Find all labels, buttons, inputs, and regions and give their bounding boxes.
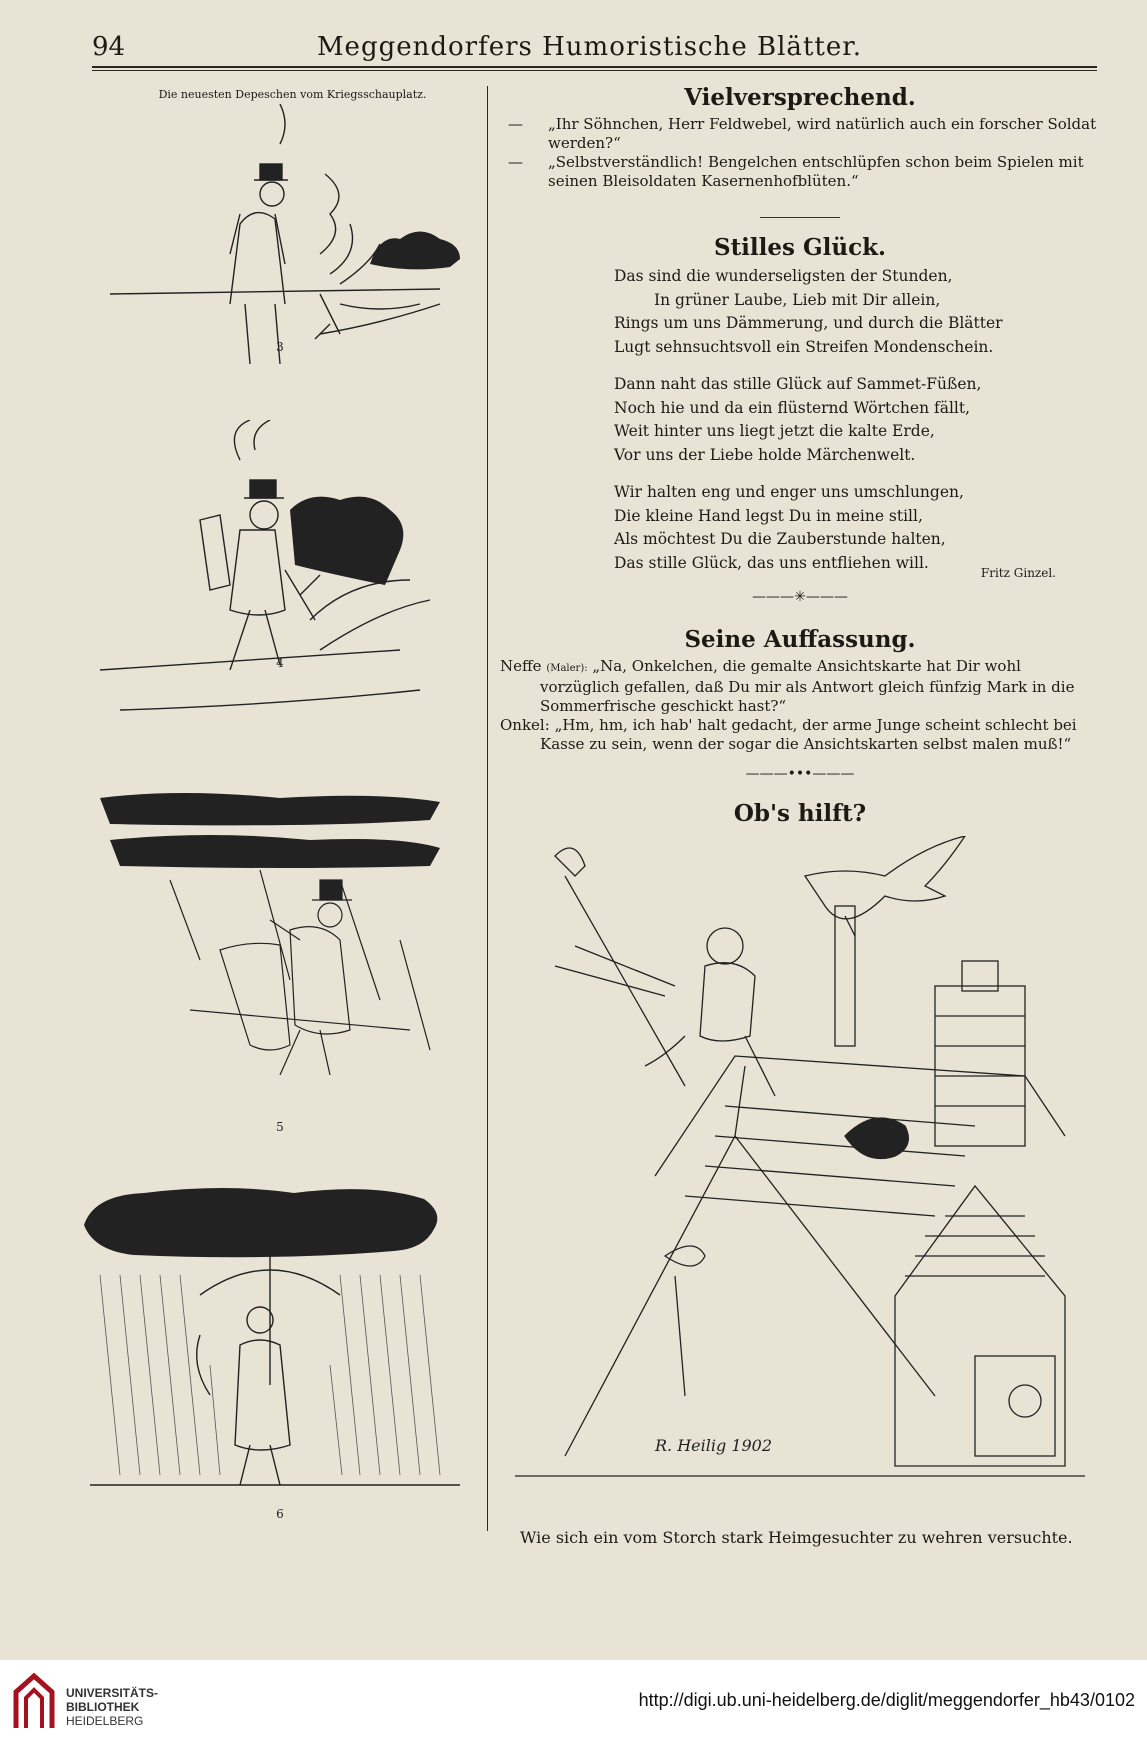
- cartoon-panel-5: [80, 790, 480, 1145]
- section-title: Ob's hilft?: [733, 800, 867, 827]
- poem-author: Fritz Ginzel.: [980, 566, 1056, 580]
- dialog-line: [500, 115, 1100, 153]
- column-divider: [487, 86, 488, 1531]
- poem-line: Noch hie und da ein flüsternd Wörtchen fällt,: [614, 398, 971, 417]
- ornament-separator: ———✳———: [752, 589, 848, 605]
- poem-line: Als möchtest Du die Zauberstunde halten,: [614, 530, 946, 548]
- speaker-name: Neffe: [500, 657, 542, 675]
- dialog-text: „Selbstverständlich! Bengelchen entschlüpfen schon beim Spielen mit seinen Bleisoldaten Kasernenhofblüten.“: [548, 153, 1084, 190]
- dialog-line: [500, 153, 1100, 191]
- cartoon-panel-6: [80, 1185, 480, 1535]
- poem-line: Wir halten eng und enger uns umschlungen,: [614, 483, 964, 501]
- cartoon-illustration: [80, 420, 480, 730]
- page-number: 94: [92, 32, 126, 62]
- header-rule: [92, 66, 1097, 68]
- source-url[interactable]: http://digi.ub.uni-heidelberg.de/diglit/meggendorfer_hb43/0102: [638, 1690, 1135, 1710]
- cartoon-illustration: [80, 1185, 480, 1515]
- section-vielversprechend: [500, 84, 1100, 218]
- poem-line: Das stille Glück, das uns entfliehen will.: [614, 553, 929, 572]
- panel-number: 3: [276, 340, 284, 354]
- rooftop-illustration: [505, 836, 1095, 1516]
- library-name-line: HEIDELBERG: [66, 1714, 144, 1728]
- dialog-paragraph: [500, 657, 1100, 716]
- section-title: Vielversprechend.: [684, 84, 916, 111]
- speaker-name: Onkel:: [500, 716, 550, 734]
- dialog-text: „Na, Onkelchen, die gemalte Ansichtskarte hat Dir wohl vorzüglich gefallen, daß Du mir als Antwort gleich fünfzig Mark in die Sommerfrische geschickt hast?“: [540, 657, 1075, 715]
- poem-line: Die kleine Hand legst Du in meine still,: [614, 506, 923, 525]
- poem-stanza: [614, 373, 1100, 467]
- poem-line: In grüner Laube, Lieb mit Dir allein,: [654, 290, 941, 309]
- cartoon-illustration: [80, 790, 480, 1110]
- page-header: [92, 28, 1087, 68]
- dialog-text: „Ihr Söhnchen, Herr Feldwebel, wird natürlich auch ein forscher Soldat werden?“: [548, 115, 1097, 152]
- cartoon-panel-3: [80, 104, 480, 394]
- poem: [614, 265, 1100, 575]
- left-column-caption: Die neuesten Depeschen vom Kriegsschauplatz.: [158, 88, 427, 101]
- library-logo-icon: [12, 1672, 56, 1730]
- panel-number: 5: [276, 1120, 284, 1134]
- header-rule-thin: [92, 70, 1097, 71]
- section-stilles-glueck: [500, 234, 1100, 605]
- chimney-sweep-scene: [505, 836, 1095, 1516]
- poem-line: Weit hinter uns liegt jetzt die kalte Erde,: [614, 422, 935, 440]
- poem-line: Lugt sehnsuchtsvoll ein Streifen Mondenschein.: [614, 337, 994, 356]
- dialog-dash: —: [508, 153, 523, 171]
- panel-number: 4: [276, 656, 284, 670]
- footer-bar: [0, 1660, 1147, 1744]
- library-name-line: BIBLIOTHEK: [66, 1700, 140, 1714]
- poem-stanza: [614, 265, 1100, 359]
- cartoon-panel-4: [80, 420, 480, 750]
- library-name-line: UNIVERSITÄTS-: [66, 1686, 159, 1700]
- poem-line: Vor uns der Liebe holde Märchenwelt.: [614, 445, 916, 464]
- poem-line: Das sind die wunderseligsten der Stunden,: [614, 267, 953, 285]
- ornament-separator: ———•••———: [745, 766, 855, 782]
- section-title: Seine Auffassung.: [684, 626, 916, 653]
- section-title: Stilles Glück.: [713, 234, 887, 261]
- cartoon-illustration: [80, 104, 480, 374]
- page-title: Meggendorfers Humoristische Blätter.: [316, 32, 863, 62]
- dialog-dash: —: [508, 115, 523, 133]
- panel-number: 6: [276, 1507, 284, 1521]
- dialog-paragraph: [500, 716, 1100, 754]
- section-seine-auffassung: [500, 626, 1100, 782]
- poem-line: Rings um uns Dämmerung, und durch die Blätter: [614, 314, 1003, 332]
- poem-line: Dann naht das stille Glück auf Sammet-Füßen,: [614, 375, 982, 393]
- section-separator: [760, 217, 840, 218]
- library-name: [66, 1686, 158, 1728]
- artist-signature: R. Heilig 1902: [655, 1436, 773, 1455]
- illustration-caption: Wie sich ein vom Storch stark Heimgesuchter zu wehren versuchte.: [520, 1528, 1073, 1547]
- dialog-text: „Hm, hm, ich hab' halt gedacht, der arme Junge scheint schlecht bei Kasse zu sein, wenn der sogar die Ansichtskarten selbst malen muß!“: [540, 716, 1077, 753]
- poem-stanza: [614, 481, 1100, 575]
- section-obs-hilft: [500, 800, 1100, 827]
- speaker-note: (Maler):: [546, 663, 588, 674]
